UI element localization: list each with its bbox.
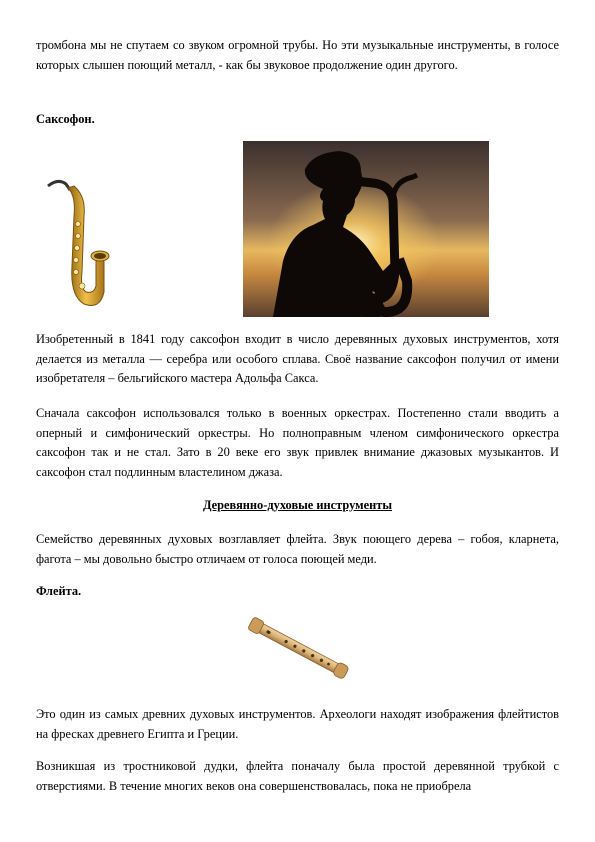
flute-paragraph-2: Возникшая из тростниковой дудки, флейта поначалу была простой деревянной трубкой с отверстиями. В течение многих веков она совершенствовалась, пока не приобрела [36, 759, 559, 793]
intro-paragraph: тромбона мы не спутаем со звуком огромной трубы. Но эти музыкальные инструменты, в голосе которых слышен поющий металл, - как бы звуковое продолжение один другого. [36, 38, 559, 72]
saxophone-heading: Саксофон. [36, 112, 95, 126]
flute-image [246, 612, 350, 686]
saxophonist-silhouette-image [243, 141, 489, 317]
saxophone-paragraph-1: Изобретенный в 1841 году саксофон входит в число деревянных духовых инструментов, хотя делается из металла — серебра или особого сплава. Своё название саксофон получил от имени изобретателя – бельгийского мастера Адольфа Сакса. [36, 332, 559, 386]
woodwind-heading: Деревянно-духовые инструменты [202, 498, 393, 512]
saxophone-image [40, 176, 112, 316]
saxophone-paragraph-2: Сначала саксофон использовался только в военных оркестрах. Постепенно стали вводить а оперный и симфонический оркестры. Но полноправным членом симфонического оркестра саксофон так и не стал. Зато в 20 веке его звук привлек внимание джазовых музыкантов. И саксофон стал подлинным властелином джаза. [36, 406, 559, 479]
woodwind-paragraph: Семейство деревянных духовых возглавляет флейта. Звук поющего дерева – гобоя, кларнета, фагота – мы довольно быстро отличаем от голоса поющей меди. [36, 532, 559, 566]
flute-heading: Флейта. [36, 584, 82, 598]
flute-paragraph-1: Это один из самых древних духовых инструментов. Археологи находят изображения флейтистов на фресках древнего Египта и Греции. [36, 707, 559, 741]
